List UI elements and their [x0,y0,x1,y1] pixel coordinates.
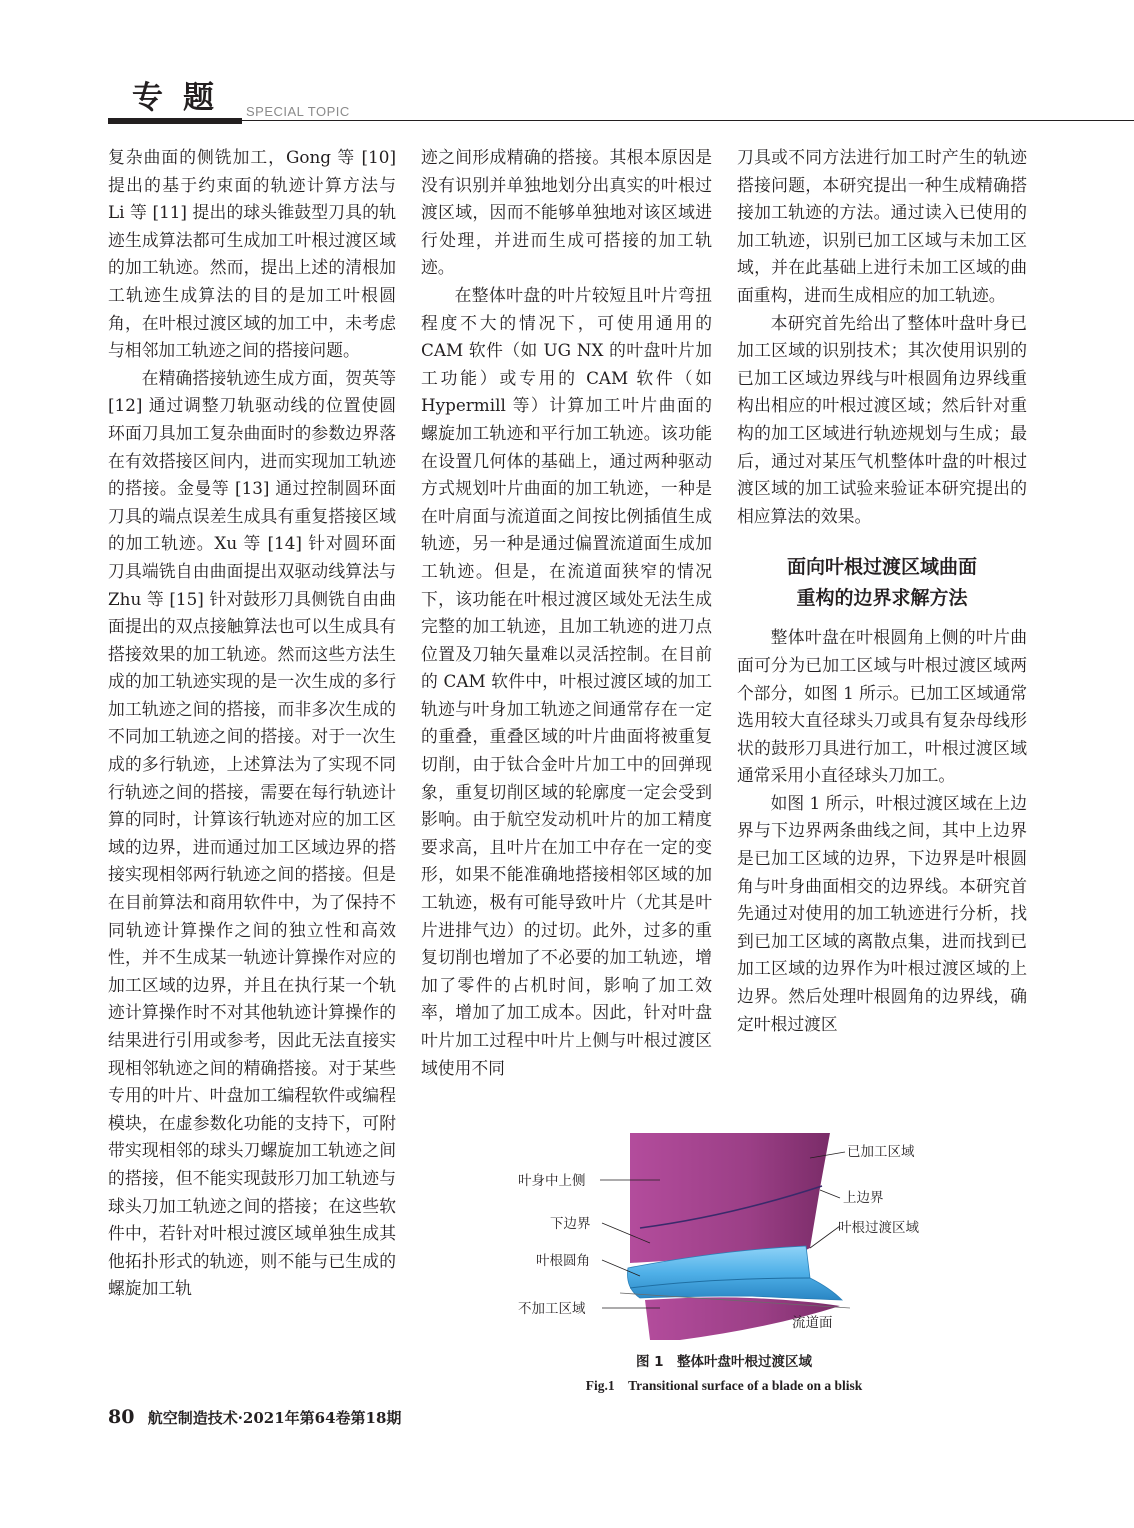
label-upper-boundary: 上边界 [843,1190,884,1206]
section-title: 专题 [132,80,234,116]
figure-caption-cn: 图 1 整体叶盘叶根过渡区域 [635,1354,813,1370]
journal-info: 航空制造技术·2021年第64卷第18期 [147,1409,402,1427]
paragraph: 在精确搭接轨迹生成方面，贺英等 [12] 通过调整刀轨驱动线的位置使圆环面刀具加工复杂曲面时的参数边界落在有效搭接区间内，进而实现加工轨迹的搭接。金曼等 [13] 通过控制圆环面刀具的端点误差生成具有重复搭接区域的加工轨迹。Xu 等 [14] 针对圆环面刀具端铣自由曲面提出双驱动线算法与 Zhu 等 [15] 针对鼓形刀具侧铣自由曲面提出的双点接触算法也可以生成具有搭接效果的加工轨迹。然而这些方法生成的加工轨迹实现的是一次生成的多行加工轨迹之间的搭接，而非多次生成的不同加工轨迹之间的搭接。对于一次生成的多行轨迹，上述算法为了实现不同行轨迹之间的搭接，需要在每行轨迹计算的同时，计算该行轨迹对应的加工区域的边界，进而通过加工区域边界的搭接实现相邻两行轨迹之间的搭接。但是在目前算法和商用软件中，为了保持不同轨迹计算操作之间的独立性和高效性，并不生成某一轨迹计算操作对应的加工区域的边界，并且在执行某一个轨迹计算操作时不对其他轨迹计算操作的结果进行引用或参考，因此无法直接实现相邻轨迹之间的精确搭接。对于某些专用的叶片、叶盘加工编程软件或编程模块，在虚参数化功能的支持下，可附带实现相邻的球头刀螺旋加工轨迹之间的搭接，但不能实现鼓形刀加工轨迹与球头刀加工轨迹之间的搭接；在这些软件中，若针对叶根过渡区域单独生成其他拓扑形式的轨迹，则不能与已生成的螺旋加工轨 [108,367,396,1299]
paragraph: 如图 1 所示，叶根过渡区域在上边界与下边界两条曲线之间，其中上边界是已加工区域的边界，下边界是叶根圆角与叶身曲面相交的边界线。本研究首先通过对使用的加工轨迹进行分析，找到已加工区域的离散点集，进而找到已加工区域的边界作为叶根过渡区域的上边界。然后处理叶根圆角的边界线，确定叶根过渡区 [737,792,1027,1034]
section-heading [737,552,1027,614]
text-column-1 [108,144,396,1303]
label-flow-surface: 流道面 [792,1315,833,1331]
paragraph: 迹之间形成精确的搭接。其根本原因是没有识别并单独地划分出真实的叶根过渡区域，因而不能够单独地对该区域进行处理，并进而生成可搭接的加工轨迹。 [421,147,712,278]
section-heading-line: 面向叶根过渡区域曲面 [786,556,977,579]
header-rule-thick [108,118,242,124]
paragraph: 本研究首先给出了整体叶盘叶身已加工区域的识别技术；其次使用识别的已加工区域边界线与叶根圆角边界线重构出相应的叶根过渡区域；然后针对重构的加工区域进行轨迹规划与生成；最后，通过对某压气机整体叶盘的叶根过渡区域的加工试验来验证本研究提出的相应算法的效果。 [737,312,1027,526]
label-blade-upper: 叶身中上侧 [518,1173,586,1189]
label-fillet: 叶根圆角 [536,1253,590,1269]
text-column-3 [737,144,1027,1038]
label-machined: 已加工区域 [847,1144,915,1160]
paragraph: 整体叶盘在叶根圆角上侧的叶片曲面可分为已加工区域与叶根过渡区域两个部分，如图 1 所示。已加工区域通常选用较大直径球头刀或具有复杂母线形状的鼓形刀具进行加工，叶根过渡区域通常采用小直径球头刀加工。 [737,627,1027,786]
text-column-2 [421,144,712,1082]
section-heading-line: 重构的边界求解方法 [796,587,968,610]
paragraph: 在整体叶盘的叶片较短且叶片弯扭程度不大的情况下，可使用通用的 CAM 软件（如 UG NX 的叶盘叶片加工功能）或专用的 CAM 软件（如 Hypermill 等）计算加工叶片曲面的螺旋加工轨迹和平行加工轨迹。该功能在设置几何体的基础上，通过两种驱动方式规划叶片曲面的加工轨迹，一种是在叶肩面与流道面之间按比例插值生成轨迹，另一种是通过偏置流道面生成加工轨迹。但是，在流道面狭窄的情况下，该功能在叶根过渡区域处无法生成完整的加工轨迹，且加工轨迹的进刀点位置及刀轴矢量难以灵活控制。在目前的 CAM 软件中，叶根过渡区域的加工轨迹与叶身加工轨迹之间通常存在一定的重叠，重叠区域的叶片曲面将被重复切削，由于钛合金叶片加工中的回弹现象，重复切削区域的轮廓度一定会受到影响。由于航空发动机叶片的加工精度要求高，且叶片在加工中存在一定的变形，如果不能准确地搭接相邻区域的加工轨迹，极有可能导致叶片（尤其是叶片进排气边）的过切。此外，过多的重复切削也增加了不必要的加工轨迹，增加了零件的占机时间，影响了加工效率，增加了加工成本。因此，针对叶盘叶片加工过程中叶片上侧与叶根过渡区域使用不同 [421,284,712,1078]
page-footer [108,1406,401,1428]
figure-caption-en: Fig.1 Transitional surface of a blade on a blisk [585,1378,863,1393]
label-unmachined: 不加工区域 [518,1301,586,1317]
section-subtitle-en: SPECIAL TOPIC [246,104,350,119]
paragraph: 复杂曲面的侧铣加工，Gong 等 [10] 提出的基于约束面的轨迹计算方法与 Li 等 [11] 提出的球头锥鼓型刀具的轨迹生成算法都可生成加工叶根过渡区域的加工轨迹。然而，提出上述的清根加工轨迹生成算法的目的是加工叶根圆角，在叶根过渡区域的加工中，未考虑与相邻加工轨迹之间的搭接问题。 [108,147,396,361]
blade-machined-region [630,1133,830,1263]
paragraph: 刀具或不同方法进行加工时产生的轨迹搭接问题，本研究提出一种生成精确搭接加工轨迹的方法。通过读入已使用的加工轨迹，识别已加工区域与未加工区域，并在此基础上进行未加工区域的曲面重构，进而生成相应的加工轨迹。 [737,147,1027,305]
figure-blisk [510,1128,940,1343]
label-lower-boundary: 下边界 [550,1216,591,1232]
header-rule-thin [242,120,1134,121]
page-number: 80 [108,1406,135,1428]
label-transition: 叶根过渡区域 [838,1220,919,1236]
